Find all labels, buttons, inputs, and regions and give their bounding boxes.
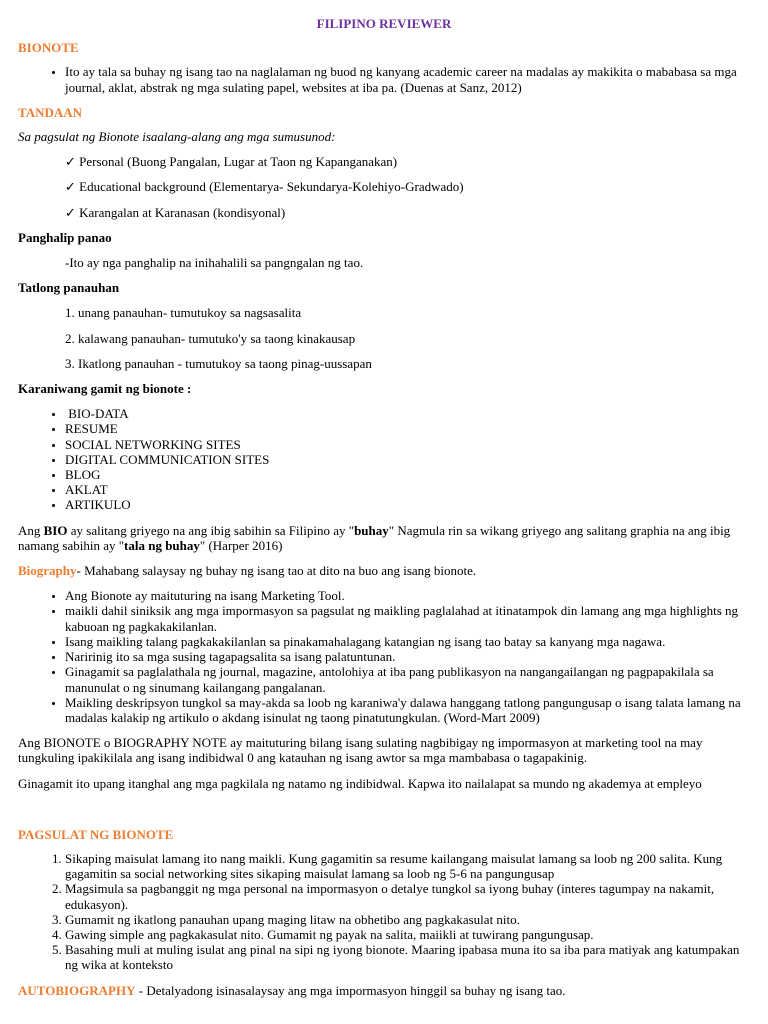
list-item: • BLOG (65, 467, 750, 482)
list-item: • Ginagamit sa paglalathala ng journal, magazine, antolohiya at iba pang publikasyon na nangangailangan ng pagpapakilala sa manunulat o ng sinumang kailangang pangalanan. (65, 664, 750, 694)
biography-text: - Mahabang salaysay ng buhay ng isang tao at dito na buo ang isang bionote. (76, 563, 477, 579)
biography-definition (18, 563, 750, 578)
list-item: • Isang maikling talang pagkakakilanlan sa pinakamahalagang katangian ng isang tao batay sa kanyang mga nagawa. (65, 634, 750, 649)
autobiography-text: - Detalyadong isinasalaysay ang mga impormasyon hinggil sa buhay ng isang tao. (135, 982, 566, 998)
biography-label: Biography (18, 563, 77, 579)
list-item: • DIGITAL COMMUNICATION SITES (65, 452, 750, 467)
tandaan-heading: TANDAAN (18, 104, 83, 120)
list-item: • RESUME (65, 421, 750, 436)
list-item: • maikli dahil siniksik ang mga impormasyon sa pagsulat ng maikling paglalahad at itinatampok din lamang ang mga highlights ng kabuoan ng pagkakakilanlan. (65, 603, 750, 633)
spacer (18, 801, 750, 827)
bionote-list (18, 64, 750, 94)
checklist-item: ✓ Educational background (Elementarya- Sekundarya-Kolehiyo-Gradwado) (65, 179, 464, 195)
bold-text: buhay (354, 522, 389, 538)
list-item: 5. Basahing muli at muling isulat ang pinal na sipi ng iyong bionote. Maaring ipabasa muna ito sa iba para matiyak ang katumpakan ng wika at konteksto (65, 942, 750, 972)
karaniwang-gamit-heading: Karaniwang gamit ng bionote : (18, 381, 192, 397)
list-item: 2. Magsimula sa pagbanggit ng mga personal na impormasyon o detalye tungkol sa iyong buhay (interes tagumpay na nakamit, edukasyon). (65, 881, 750, 911)
list-item: • Naririnig ito sa mga susing tagapagsalita sa isang palatuntunan. (65, 649, 750, 664)
pagsulat-list (18, 851, 750, 973)
pagsulat-heading: PAGSULAT NG BIONOTE (18, 826, 174, 842)
bold-text: BIO (43, 522, 68, 538)
autobiography-label: AUTOBIOGRAPHY (18, 982, 136, 998)
panauhan-item: 1. unang panauhan- tumutukoy sa nagsasalita (65, 305, 302, 321)
tatlong-panauhan-heading: Tatlong panauhan (18, 280, 120, 296)
list-item: • Ang Bionote ay maituturing na isang Marketing Tool. (65, 588, 750, 603)
tandaan-intro: Sa pagsulat ng Bionote isaalang-alang ang mga sumusunod: (18, 129, 336, 145)
panghalip-heading: Panghalip panao (18, 229, 112, 245)
list-item: 4. Gawing simple ang pagkakasulat nito. Gumamit ng payak na salita, maiikli at tuwirang pangungusap. (65, 927, 750, 942)
list-item: 1. Sikaping maisulat lamang ito nang maikli. Kung gagamitin sa resume kailangang maisulat lamang sa loob ng 200 salita. Kung gagamitin sa social networking sites sikaping maisulat lamang sa loob ng 5-6 na pangungusap (65, 851, 750, 881)
biography-list (18, 588, 750, 725)
bio-paragraph (18, 523, 750, 553)
panauhan-item: 3. Ikatlong panauhan - tumutukoy sa taong pinag-uussapan (65, 355, 372, 371)
list-item: • SOCIAL NETWORKING SITES (65, 437, 750, 452)
text-run: ay salitang griyego na ang ibig sabihin sa Filipino ay " (67, 522, 355, 538)
karaniwang-gamit-list (18, 406, 750, 512)
bionote-heading: BIONOTE (18, 40, 79, 56)
bold-text: tala ng buhay (124, 537, 200, 553)
autobiography-definition (18, 983, 750, 998)
ginagamit-paragraph: Ginagamit ito upang itanghal ang mga pagkilala ng natamo ng indibidwal. Kapwa ito nailalapat sa mundo ng akademya at empleyo (18, 775, 702, 791)
checklist-item: ✓ Karangalan at Karanasan (kondisyonal) (65, 204, 286, 220)
panauhan-item: 2. kalawang panauhan- tumutuko'y sa taong kinakausap (65, 330, 356, 346)
text-run: " (Harper 2016) (199, 537, 283, 553)
text-run: Ang (18, 522, 44, 538)
list-item: • Maikling deskripsyon tungkol sa may-akda sa loob ng karaniwa'y dalawa hanggang tatlong pangungusap o isang talata lamang na madalas kalakip ng artikulo o akdang isinulat ng taong pinatutungkulan. (Word-Mart 2009) (65, 695, 750, 725)
list-item: • BIO-DATA (65, 406, 750, 421)
bionote-paragraph: Ang BIONOTE o BIOGRAPHY NOTE ay maituturing bilang isang sulating nagbibigay ng impormasyon at marketing tool na may tungkuling ipakikilala ang isang indibidwal 0 ang katauhan ng isang awtor sa mga mambabasa o tagapakinig. (18, 735, 703, 766)
list-item: • AKLAT (65, 482, 750, 497)
panghalip-text: -Ito ay nga panghalip na inihahalili sa pangngalan ng tao. (65, 255, 364, 271)
list-item: • ARTIKULO (65, 497, 750, 512)
list-item: 3. Gumamit ng ikatlong panauhan upang maging litaw na obhetibo ang pagkakasulat nito. (65, 912, 750, 927)
checklist-item: ✓ Personal (Buong Pangalan, Lugar at Taon ng Kapanganakan) (65, 154, 398, 170)
list-item: • Ito ay tala sa buhay ng isang tao na naglalaman ng buod ng kanyang academic career na madalas ay makikita o mababasa sa mga journal, aklat, abstrak ng mga sulating papel, websites at iba pa. (Duenas at Sanz, 2012) (65, 64, 750, 94)
text-run: " Nagmula rin sa wikang griyego ang salitang graphia na ang ibig namang sabihin ay " (18, 522, 731, 553)
document-title: FILIPINO REVIEWER (316, 16, 452, 31)
